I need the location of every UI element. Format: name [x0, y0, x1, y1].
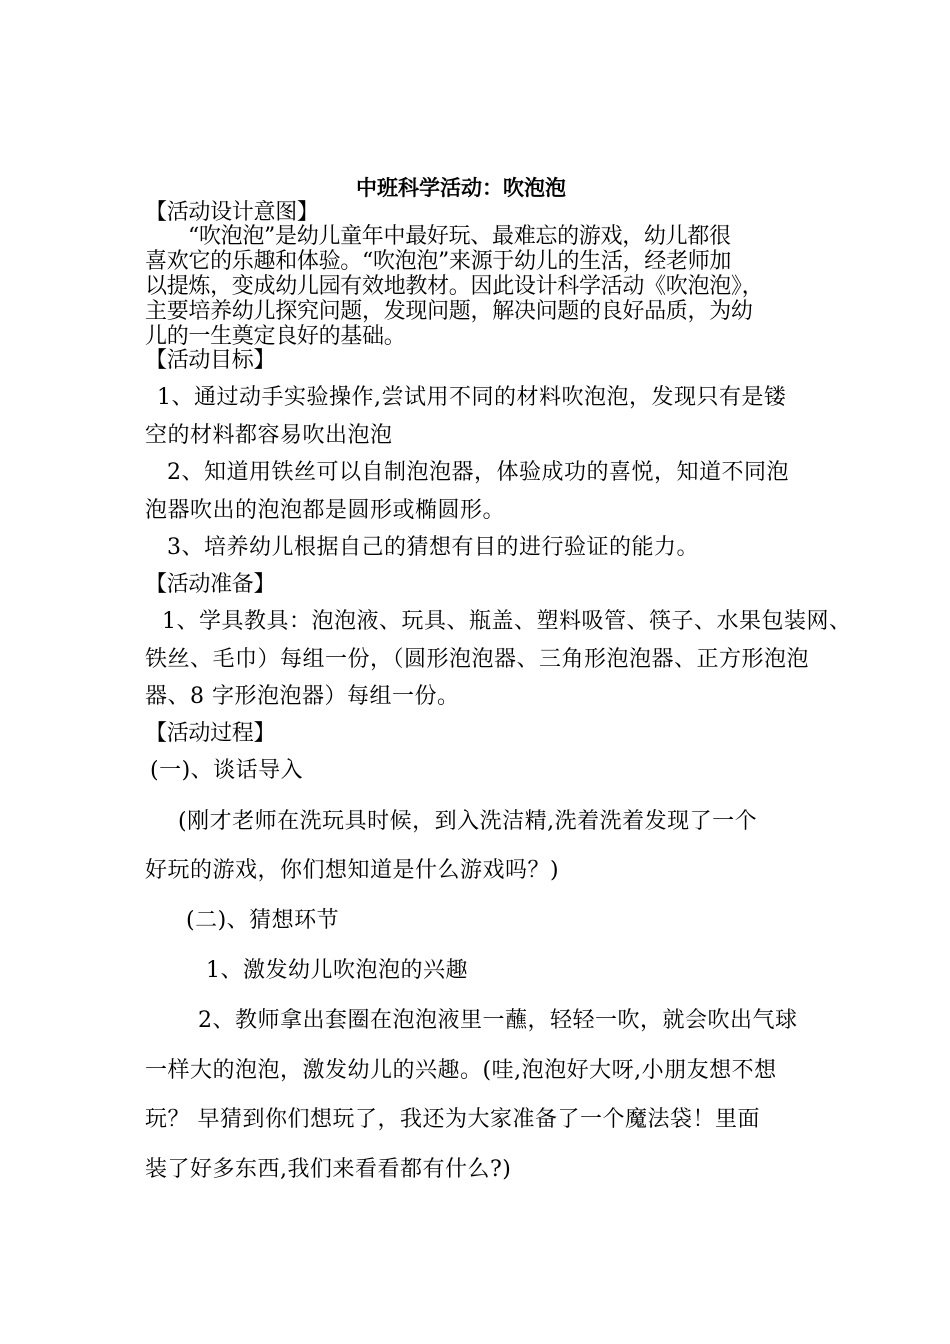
process-line: (刚才老师在洗玩具时候，到入洗洁精,洗着洗着发现了一个	[178, 809, 758, 834]
process-line: 玩？ 早猜到你们想玩了，我还为大家准备了一个魔法袋！里面	[145, 1107, 760, 1132]
process-line: 装了好多东西,我们来看看都有什么?)	[145, 1157, 512, 1182]
section-heading-preparation: 【活动准备】	[145, 572, 276, 597]
goal-line: 泡器吹出的泡泡都是圆形或椭圆形。	[145, 498, 506, 523]
process-line: 一样大的泡泡，激发幼儿的兴趣。(哇,泡泡好大呀,小朋友想不想	[145, 1058, 777, 1083]
section-heading-design-intent: 【活动设计意图】	[145, 200, 319, 225]
process-subheading: (二)、猜想环节	[186, 908, 340, 933]
paragraph-line: 主要培养幼儿探究问题，发现问题，解决问题的良好品质，为幼	[145, 299, 753, 324]
process-subheading: (一)、谈话导入	[150, 758, 304, 783]
paragraph-line: 儿的一生奠定良好的基础。	[145, 324, 406, 349]
preparation-line: 铁丝、毛巾）每组一份，（圆形泡泡器、三角形泡泡器、正方形泡泡	[145, 647, 810, 672]
paragraph-line: “吹泡泡”是幼儿童年中最好玩、最难忘的游戏，幼儿都很	[188, 224, 731, 249]
preparation-line: 器、8 字形泡泡器）每组一份。	[145, 684, 460, 709]
goal-line: 3、培养幼儿根据自己的猜想有目的进行验证的能力。	[167, 535, 699, 560]
document-title: 中班科学活动：吹泡泡	[356, 175, 566, 200]
preparation-line: 1、学具教具：泡泡液、玩具、瓶盖、塑料吸管、筷子、水果包装网、	[162, 609, 852, 634]
process-line: 好玩的游戏，你们想知道是什么游戏吗？)	[145, 858, 560, 883]
process-line: 2、教师拿出套圈在泡泡液里一蘸，轻轻一吹，就会吹出气球	[198, 1008, 798, 1033]
paragraph-line: 以提炼，变成幼儿园有效地教材。因此设计科学活动《吹泡泡》，	[145, 274, 764, 299]
goal-line: 空的材料都容易吹出泡泡	[145, 423, 393, 448]
section-heading-goals: 【活动目标】	[145, 348, 276, 373]
goal-line: 2、知道用铁丝可以自制泡泡器，体验成功的喜悦，知道不同泡	[167, 460, 789, 485]
process-line: 1、激发幼儿吹泡泡的兴趣	[206, 958, 468, 983]
goal-line: 1、通过动手实验操作,尝试用不同的材料吹泡泡，发现只有是镂	[157, 385, 787, 410]
paragraph-line: 喜欢它的乐趣和体验。“吹泡泡”来源于幼儿的生活，经老师加	[145, 249, 732, 274]
section-heading-process: 【活动过程】	[145, 721, 276, 746]
